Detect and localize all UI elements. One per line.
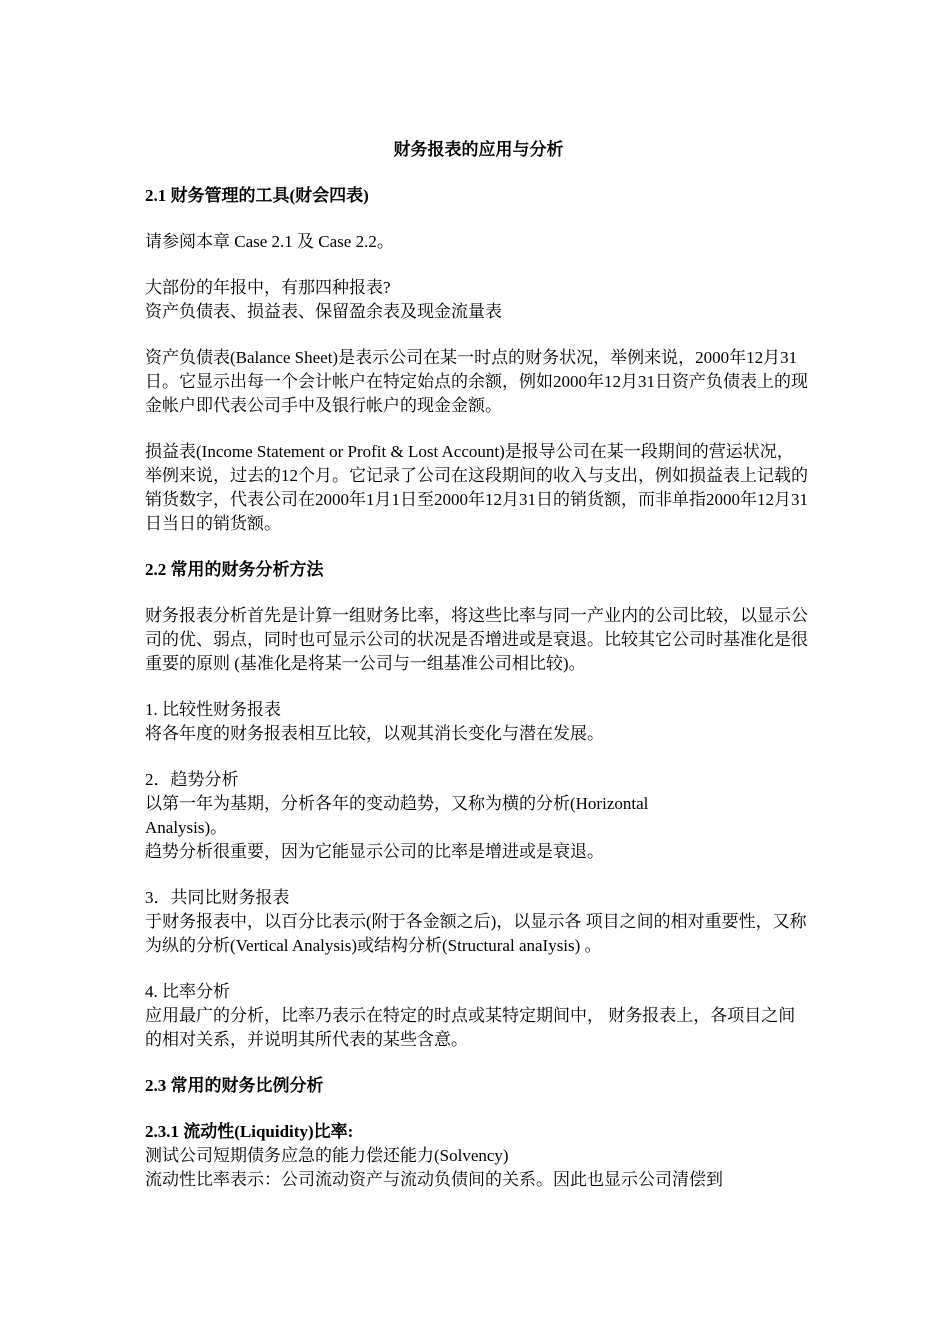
method-title: 2．趋势分析	[145, 770, 239, 789]
method-text: 将各年度的财务报表相互比较，以观其消长变化与潜在发展。	[145, 724, 604, 743]
method-text: 以第一年为基期，分析各年的变动趋势，又称为横的分析(Horizontal	[145, 794, 649, 813]
subsection-heading-2-3-1: 2.3.1 流动性(Liquidity)比率:	[145, 1122, 354, 1141]
answer-line: 资产负债表、损益表、保留盈余表及现金流量表	[145, 302, 502, 321]
method-comparative	[145, 698, 810, 746]
method-common-size	[145, 886, 810, 958]
section-heading-2-2: 2.2 常用的财务分析方法	[145, 560, 324, 579]
paragraph-balance-sheet: 资产负债表(Balance Sheet)是表示公司在某一时点的财务状况，举例来说，2000年12月31日。它显示出每一个会计帐户在特定始点的余额，例如2000年12月31日资产负债表上的现金帐户即代表公司手中及银行帐户的现金金额。	[145, 348, 808, 415]
method-trend	[145, 768, 810, 864]
question-line: 大部份的年报中，有那四种报表?	[145, 278, 391, 297]
paragraph-income-statement: 损益表(Income Statement or Profit & Lost Account)是报导公司在某一段期间的营运状况，举例来说，过去的12个月。它记录了公司在这段期间的收入与支出，例如损益表上记载的销货数字，代表公司在2000年1月1日至2000年12月31日的销货额，而非单指2000年12月31日当日的销货额。	[145, 442, 808, 533]
paragraph-four-statements	[145, 276, 810, 324]
liquidity-line-1: 测试公司短期债务应急的能力偿还能力(Solvency)	[145, 1146, 509, 1165]
section-heading-2-3: 2.3 常用的财务比例分析	[145, 1076, 324, 1095]
method-text: 于财务报表中，以百分比表示(附于各金额之后)，以显示各 项目之间的相对重要性，又称为纵的分析(Vertical Analysis)或结构分析(Structural anaIysis) 。	[145, 912, 807, 955]
method-ratio	[145, 980, 810, 1052]
liquidity-line-2: 流动性比率表示：公司流动资产与流动负债间的关系。因此也显示公司清偿到	[145, 1170, 723, 1189]
document-page	[145, 138, 810, 1192]
method-text: 应用最广的分析，比率乃表示在特定的时点或某特定期间中， 财务报表上，各项目之间的相对关系，并说明其所代表的某些含意。	[145, 1006, 796, 1049]
paragraph-case-reference: 请参阅本章 Case 2.1 及 Case 2.2。	[145, 232, 394, 251]
method-title: 4. 比率分析	[145, 982, 230, 1001]
method-title: 3．共同比财务报表	[145, 888, 290, 907]
document-title: 财务报表的应用与分析	[393, 140, 564, 159]
section-heading-2-1: 2.1 财务管理的工具(财会四表)	[145, 186, 369, 205]
paragraph-analysis-intro: 财务报表分析首先是计算一组财务比率，将这些比率与同一产业内的公司比较，以显示公司的优、弱点，同时也可显示公司的状况是否增进或是衰退。比较其它公司时基准化是很重要的原则 (基准化是将某一公司与一组基准公司相比较)。	[145, 606, 808, 673]
method-text: 趋势分析很重要，因为它能显示公司的比率是增进或是衰退。	[145, 842, 604, 861]
method-text: Analysis)。	[145, 818, 228, 837]
method-title: 1. 比较性财务报表	[145, 700, 281, 719]
